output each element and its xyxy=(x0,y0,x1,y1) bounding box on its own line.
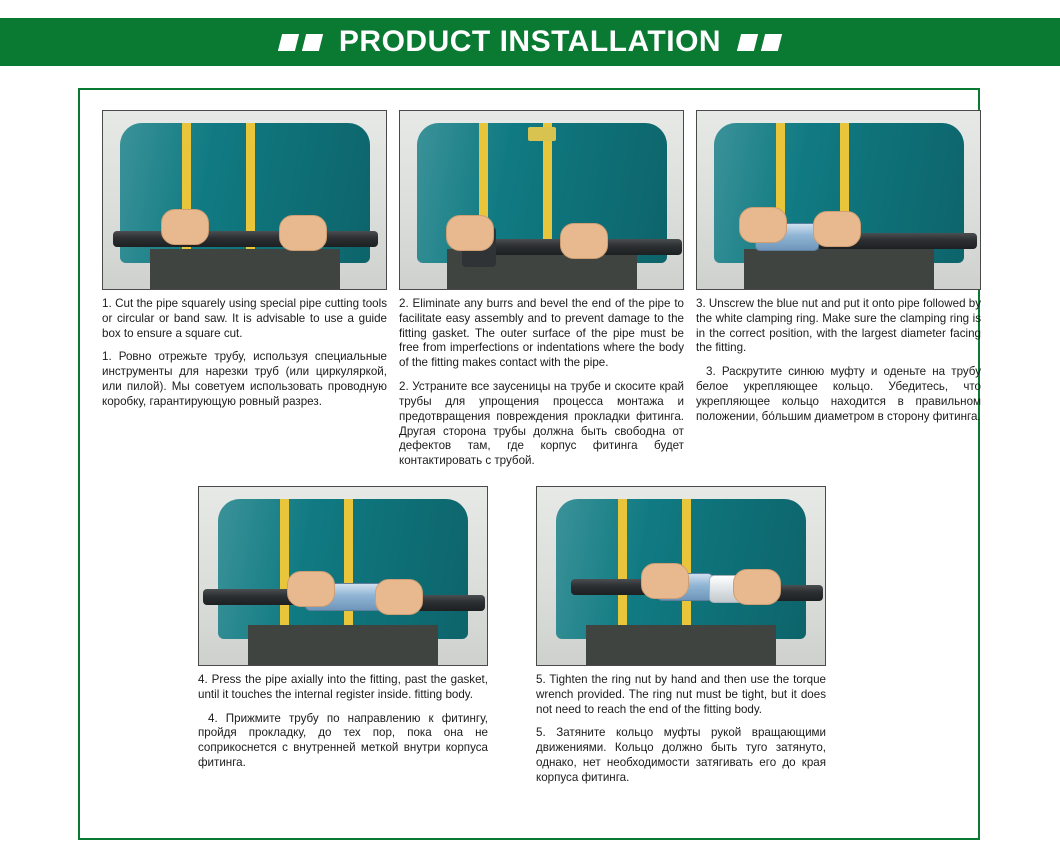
step-4-caption xyxy=(198,673,488,771)
worker-hand-left xyxy=(739,207,787,243)
diamond-ornament-left xyxy=(280,34,321,51)
step-3-photo xyxy=(696,110,981,290)
step-1-caption xyxy=(102,297,387,410)
step-1 xyxy=(102,110,387,469)
jacket-stripe xyxy=(618,499,627,639)
step-4 xyxy=(198,486,488,786)
step-2-photo xyxy=(399,110,684,290)
step-4-photo xyxy=(198,486,488,666)
step-5-photo xyxy=(536,486,826,666)
worker-torso xyxy=(218,499,468,639)
worker-pants xyxy=(150,249,340,289)
step-2-caption xyxy=(399,297,684,469)
worker-hand-left xyxy=(287,571,335,607)
step-1-text-ru: 1. Ровно отрежьте трубу, используя специальные инструменты для нарезки труб (или циркуляркой, или пилой). Мы советуем использовать проводную коробку, гарантирующую ровный разрез. xyxy=(102,350,387,408)
step-2-text-ru: 2. Устраните все заусеницы на трубе и скосите край трубы для упрощения процесса монтажа и предотвращения повреждения прокладки фитинга. Другая сторона трубы должна быть свободна от дефектов там, где корпус фитинга будет контактировать с трубой. xyxy=(399,380,684,468)
diamond-icon xyxy=(278,34,299,51)
header-banner xyxy=(0,18,1060,66)
worker-hand-right xyxy=(813,211,861,247)
step-4-text-ru: 4. Прижмите трубу по направлению к фитингу, пройдя прокладку, до тех пор, пока она не соприкоснется с внутренней меткой внутри корпуса фитинга. xyxy=(198,711,488,770)
step-5-text-en: 5. Tighten the ring nut by hand and then use the torque wrench provided. The ring nut must be tight, but it does not need to reach the end of the fitting body. xyxy=(536,673,826,716)
step-5 xyxy=(536,486,826,786)
jacket-stripe xyxy=(344,499,353,639)
jacket-logo-icon xyxy=(528,127,556,141)
instructions-card xyxy=(78,88,980,840)
worker-hand-right xyxy=(733,569,781,605)
page-title: PRODUCT INSTALLATION xyxy=(338,25,722,58)
diamond-icon xyxy=(302,34,323,51)
worker-hand-left xyxy=(446,215,494,251)
worker-hand-left xyxy=(641,563,689,599)
step-3-caption xyxy=(696,297,981,425)
step-3-text-en: 3. Unscrew the blue nut and put it onto pipe followed by the white clamping ring. Make sure the clamping ring is in the correct position, with the largest diameter facing the fitting. xyxy=(696,297,981,355)
jacket-stripe xyxy=(280,499,289,639)
steps-row-bottom xyxy=(198,486,870,786)
step-3 xyxy=(696,110,981,469)
worker-pants xyxy=(248,625,438,665)
torso-shading xyxy=(218,499,468,639)
steps-row-top xyxy=(102,110,981,469)
pipe xyxy=(113,231,378,247)
worker-hand-right xyxy=(279,215,327,251)
step-1-text-en: 1. Cut the pipe squarely using special pipe cutting tools or circular or band saw. It is advisable to use a guide box to ensure a square cut. xyxy=(102,297,387,340)
worker-hand-left xyxy=(161,209,209,245)
worker-pants xyxy=(586,625,776,665)
step-3-text-ru: 3. Раскрутите синюю муфту и оденьте на трубу белое укрепляющее кольцо. Убедитесь, что укрепляющее кольцо находится в правильном положении, бо́льшим диаметром в сторону фитинга. xyxy=(696,365,981,423)
diamond-ornament-right xyxy=(739,34,780,51)
diamond-icon xyxy=(737,34,758,51)
step-5-text-ru: 5. Затяните кольцо муфты рукой вращающими движениями. Кольцо должно быть туго затянуто, однако, нет необходимости затягивать его до края корпуса фитинга. xyxy=(536,726,826,784)
step-5-caption xyxy=(536,673,826,786)
worker-pants xyxy=(744,249,934,289)
worker-hand-right xyxy=(375,579,423,615)
diamond-icon xyxy=(761,34,782,51)
step-4-text-en: 4. Press the pipe axially into the fitting, past the gasket, until it touches the internal register inside. fitting body. xyxy=(198,673,488,701)
step-1-photo xyxy=(102,110,387,290)
worker-hand-right xyxy=(560,223,608,259)
step-2-text-en: 2. Eliminate any burrs and bevel the end of the pipe to facilitate easy assembly and to prevent damage to the fitting gasket. The outer surface of the pipe must be free from imperfections or indentations where the body of the fitting makes contact with the pipe. xyxy=(399,297,684,370)
step-2 xyxy=(399,110,684,469)
